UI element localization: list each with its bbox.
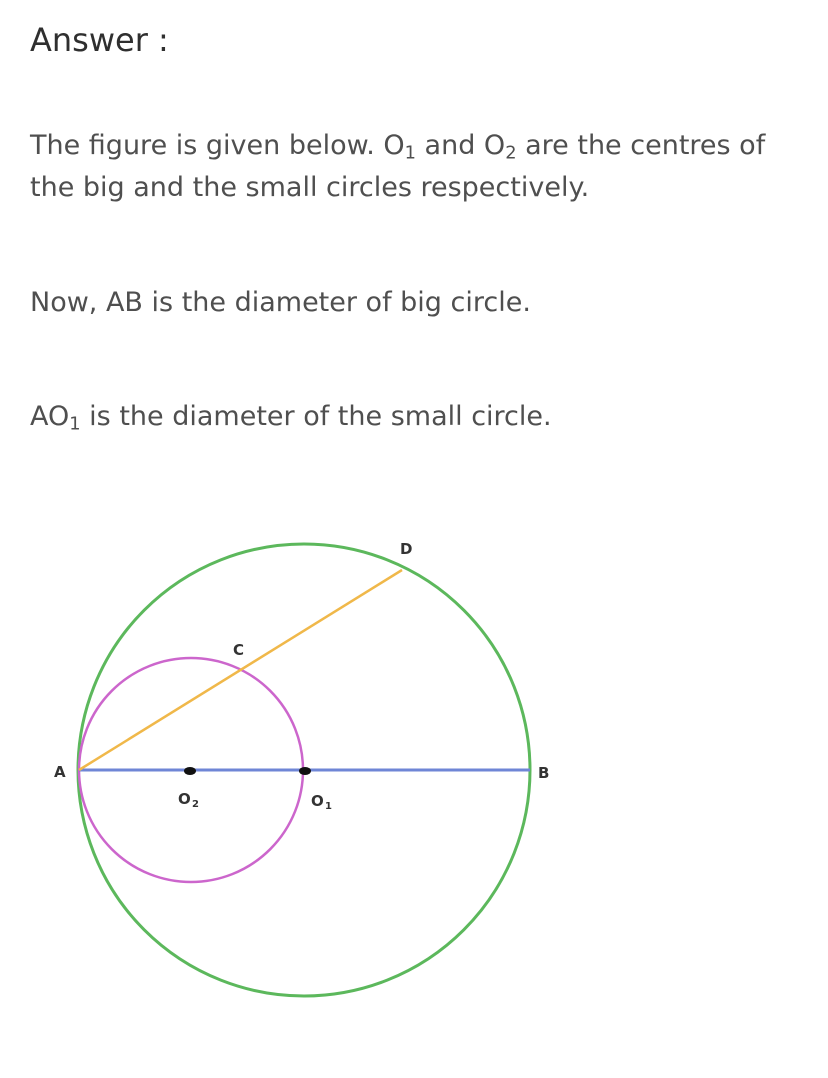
label-b: B <box>538 764 550 782</box>
answer-heading: Answer : <box>30 21 169 59</box>
point-o1 <box>299 767 311 775</box>
point-o2 <box>184 767 196 775</box>
label-o2-subscript: 2 <box>192 799 199 810</box>
p3-text-b: is the diameter of the small circle. <box>80 401 552 432</box>
label-c: C <box>233 641 245 659</box>
paragraph-ab-diameter: Now, AB is the diameter of big circle. <box>30 287 531 318</box>
label-o2: O <box>178 790 191 808</box>
p1-text-a: The figure is given below. O <box>30 130 405 161</box>
chord-ad <box>79 570 402 770</box>
p1-subscript-1: 1 <box>404 142 416 164</box>
label-o1-subscript: 1 <box>325 801 332 812</box>
p3-text-a: AO <box>30 401 70 432</box>
label-o1: O <box>311 792 324 810</box>
p3-subscript: 1 <box>69 413 81 435</box>
p1-text-b: and O <box>415 130 506 161</box>
p1-text-c: are the centres of the big and the small circles respectively. <box>30 130 766 203</box>
label-d: D <box>400 540 413 558</box>
label-a: A <box>54 763 66 781</box>
p1-subscript-2: 2 <box>505 142 517 164</box>
